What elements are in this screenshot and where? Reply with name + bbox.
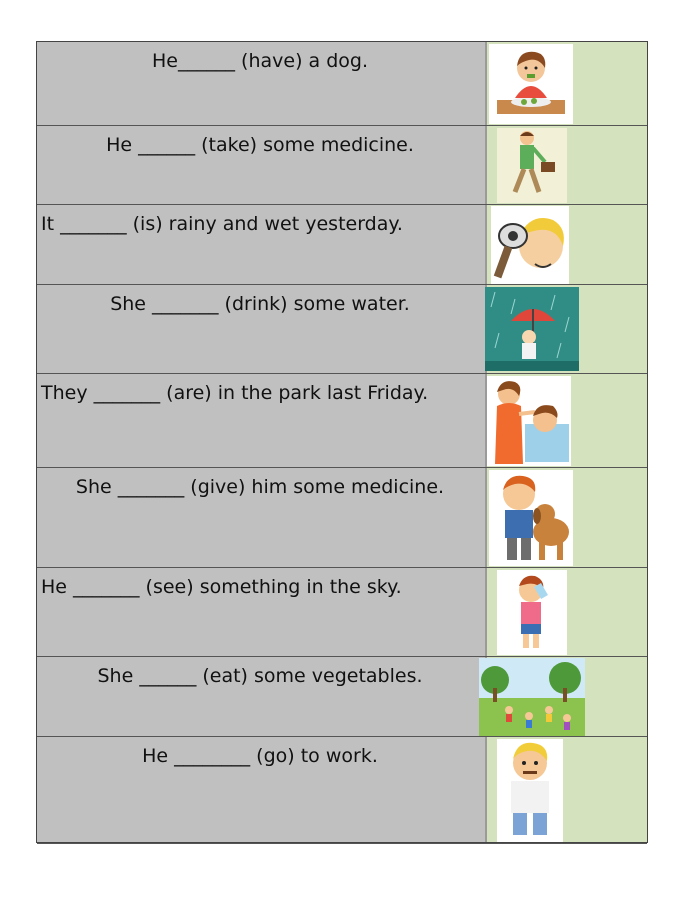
- children-in-park-icon: [479, 658, 585, 736]
- sentence-text: He _______ (see) something in the sky.: [41, 576, 402, 598]
- girl-eating-icon: [489, 44, 573, 124]
- sentence-text: She _______ (drink) some water.: [110, 293, 410, 315]
- sentence-text: They _______ (are) in the park last Friday.: [41, 382, 429, 404]
- boy-with-dog-icon: [489, 470, 573, 566]
- sentence-text: It _______ (is) rainy and wet yesterday.: [41, 213, 403, 235]
- man-going-to-work-icon: [497, 128, 567, 203]
- girl-drinking-water-icon: [497, 570, 567, 655]
- rainy-umbrella-icon: [485, 287, 579, 371]
- mother-giving-medicine-icon: [487, 376, 571, 466]
- sentence-text: He______ (have) a dog.: [152, 50, 368, 72]
- worksheet-table: [36, 41, 648, 843]
- sentence-text: He ________ (go) to work.: [142, 745, 378, 767]
- boy-taking-medicine-icon: [497, 739, 563, 842]
- sentence-text: She _______ (give) him some medicine.: [75, 476, 445, 498]
- boy-with-telescope-icon: [491, 206, 569, 284]
- sentence-text: He ______ (take) some medicine.: [106, 134, 414, 156]
- sentence-text: She ______ (eat) some vegetables.: [97, 665, 423, 687]
